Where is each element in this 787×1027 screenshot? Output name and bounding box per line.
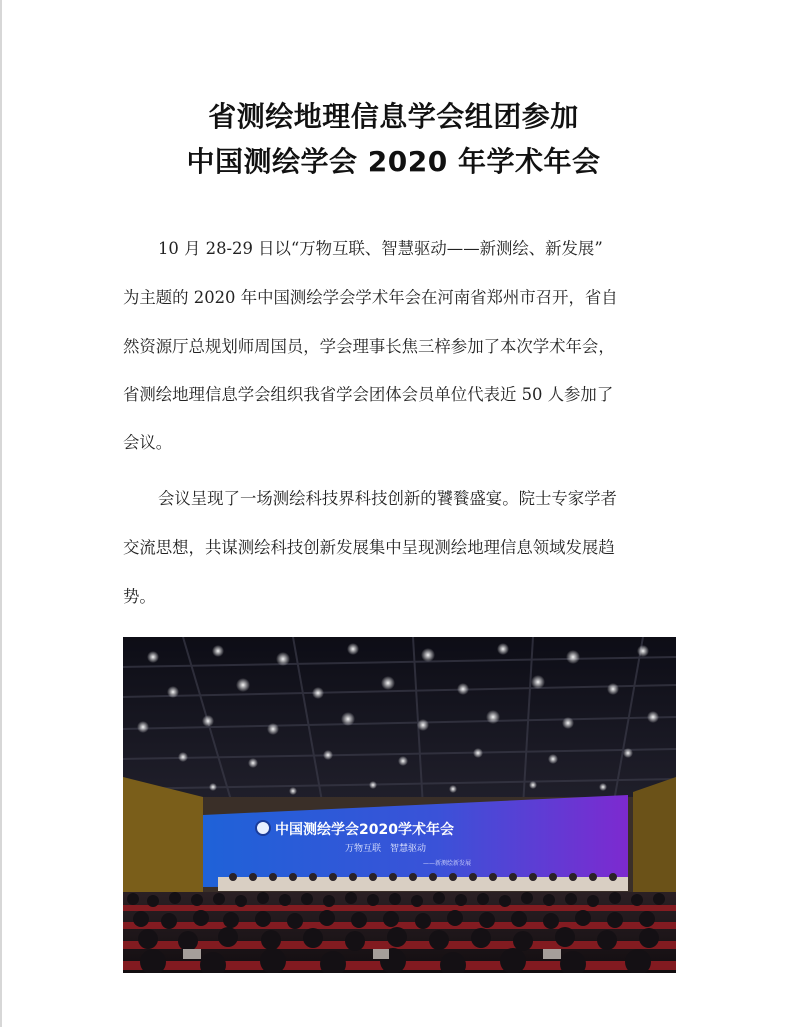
document-title-line-1: 省测绘地理信息学会组团参加: [208, 100, 579, 133]
screen-subtitle: 万物互联 智慧驱动: [345, 844, 427, 854]
stage-table: [218, 877, 628, 891]
paragraph-1-line-1: 10 月 28-29 日以“万物互联、智慧驱动——新测绘、新发展”: [158, 239, 603, 258]
screen-tagline: ——新测绘新发展: [423, 860, 472, 867]
screen-title: 中国测绘学会2020学术年会: [275, 822, 454, 838]
society-logo-icon: [256, 821, 270, 835]
paragraph-2-line-1: 会议呈现了一场测绘科技界科技创新的饕餮盛宴。院士专家学者: [158, 489, 617, 508]
paragraph-2-line-3: 势。: [123, 587, 156, 606]
paragraph-1-line-5: 会议。: [123, 433, 173, 452]
right-wall-panel: [633, 777, 676, 902]
conference-photo: [123, 637, 676, 973]
left-wall-panel: [123, 777, 203, 907]
paragraph-1-line-2: 为主题的 2020 年中国测绘学会学术年会在河南省郑州市召开，省自: [123, 288, 618, 307]
paragraph-1-line-4: 省测绘地理信息学会组织我省学会团体会员单位代表近 50 人参加了: [123, 385, 614, 404]
paragraph-1-line-3: 然资源厅总规划师周国员，学会理事长焦三梓参加了本次学术年会，: [123, 337, 615, 356]
paragraph-2-line-2: 交流思想，共谋测绘科技创新发展集中呈现测绘地理信息领域发展趋: [123, 538, 615, 557]
document-title-line-2: 中国测绘学会 2020 年学术年会: [186, 145, 601, 178]
page-left-border: [0, 0, 2, 1027]
